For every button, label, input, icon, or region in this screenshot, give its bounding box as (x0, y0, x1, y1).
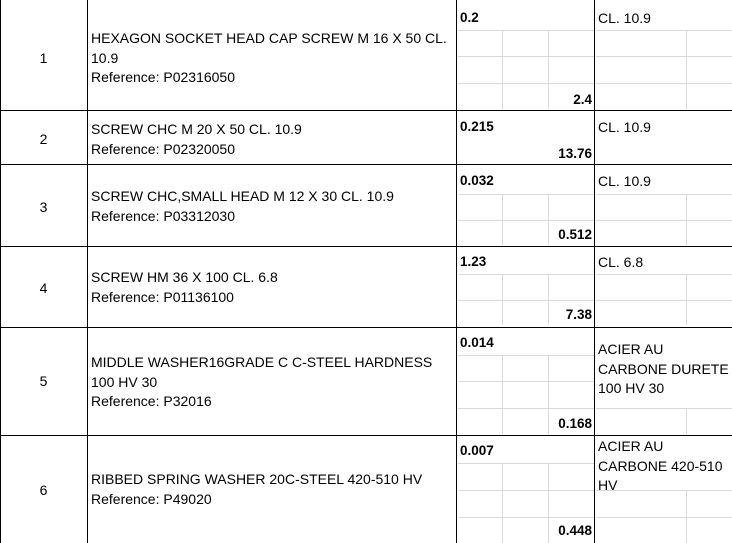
row-border (0, 246, 732, 247)
part-reference: Reference: P32016 (91, 393, 212, 409)
table-border (594, 0, 595, 543)
gridline (596, 300, 732, 301)
gridline (596, 30, 732, 31)
part-reference: Reference: P01136100 (91, 288, 234, 305)
table-border (0, 0, 1, 543)
row-description (91, 187, 453, 226)
gridline (686, 30, 687, 109)
total-weight: 0.448 (558, 523, 592, 538)
gridline (458, 408, 594, 409)
gridline (596, 408, 732, 409)
gridline (458, 490, 594, 491)
gridline (458, 56, 594, 57)
gridline (596, 517, 732, 518)
row-border (0, 435, 732, 436)
part-reference: Reference: P02320050 (91, 140, 235, 157)
part-name: SCREW HM 36 X 100 CL. 6.8 (91, 269, 278, 285)
part-name: HEXAGON SOCKET HEAD CAP SCREW M 16 X 50 CL. 10.9 (91, 30, 447, 66)
unit-weight: 0.215 (460, 119, 494, 134)
unit-weight: 0.007 (460, 443, 494, 458)
gridline (548, 463, 549, 543)
row-border (0, 327, 732, 328)
table-border (456, 0, 457, 543)
part-name: MIDDLE WASHER16GRADE C C-STEEL HARDNESS 100 HV 30 (91, 354, 433, 390)
gridline (596, 220, 732, 221)
total-weight: 0.168 (558, 416, 592, 431)
row-description (91, 470, 453, 509)
row-description (91, 29, 453, 88)
gridline (458, 83, 594, 84)
unit-weight: 0.032 (460, 173, 494, 188)
total-weight: 13.76 (558, 146, 592, 161)
gridline (548, 30, 549, 109)
part-reference: Reference: P49020 (91, 490, 212, 507)
row-number: 2 (39, 131, 48, 147)
gridline (458, 463, 594, 464)
gridline (548, 355, 549, 434)
material-grade: CL. 10.9 (598, 119, 651, 135)
gridline (458, 194, 594, 195)
gridline (458, 300, 594, 301)
unit-weight: 0.014 (460, 335, 494, 350)
part-name: RIBBED SPRING WASHER 20C-STEEL 420-510 HV (91, 471, 423, 487)
total-weight: 0.512 (558, 227, 592, 242)
table-border (87, 0, 88, 543)
row-number: 4 (39, 280, 48, 296)
gridline (596, 274, 732, 275)
row-number: 1 (39, 50, 48, 66)
gridline (458, 517, 594, 518)
material-grade: CL. 10.9 (598, 10, 651, 26)
row-number: 6 (39, 482, 48, 498)
row-description (91, 268, 453, 307)
part-name: SCREW CHC M 20 X 50 CL. 10.9 (91, 121, 302, 137)
gridline (502, 463, 503, 543)
gridline (596, 83, 732, 84)
part-name: SCREW CHC,SMALL HEAD M 12 X 30 CL. 10.9 (91, 188, 394, 204)
material-grade: CL. 6.8 (598, 254, 644, 270)
material-grade: ACIER AU CARBONE 420-510 HV (598, 438, 723, 493)
row-border (0, 110, 732, 111)
material-grade: CL. 10.9 (598, 173, 651, 189)
row-border (0, 164, 732, 165)
gridline (502, 355, 503, 434)
gridline (458, 30, 594, 31)
gridline (686, 408, 687, 434)
gridline (458, 381, 594, 382)
unit-weight: 0.2 (460, 10, 479, 25)
material-grade: ACIER AU CARBONE DURETE 100 HV 30 (598, 341, 729, 396)
part-reference: Reference: P02316050 (91, 69, 235, 85)
gridline (596, 194, 732, 195)
gridline (458, 274, 594, 275)
gridline (458, 355, 594, 356)
part-reference: Reference: P03312030 (91, 207, 235, 224)
gridline (596, 56, 732, 57)
row-description (91, 120, 453, 159)
total-weight: 2.4 (573, 92, 592, 107)
gridline (502, 30, 503, 109)
row-number: 5 (39, 373, 48, 389)
unit-weight: 1.23 (460, 254, 487, 269)
row-description (91, 353, 453, 412)
total-weight: 7.38 (565, 307, 592, 322)
gridline (458, 220, 594, 221)
row-number: 3 (39, 199, 48, 215)
